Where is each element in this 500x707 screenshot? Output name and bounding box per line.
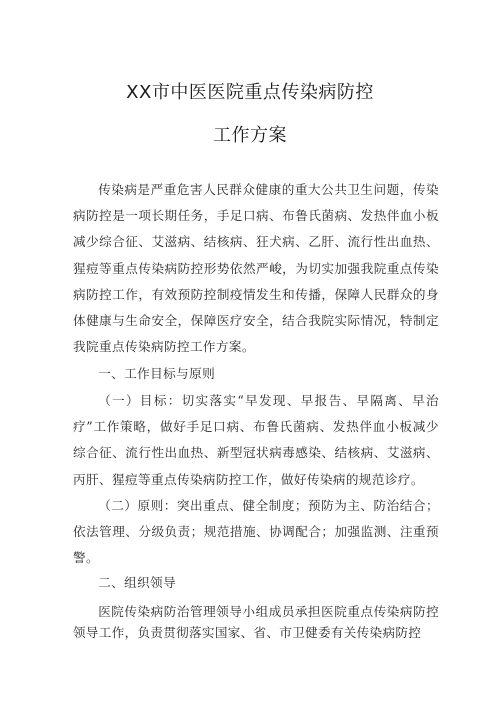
section2-body-paragraph: 医院传染病防治管理领导小组成员承担医院重点传染病防控领导工作，负责贯彻落实国家、省、市卫健委有关传染病防控 — [73, 604, 439, 640]
section1-heading: 一、工作目标与原则 — [98, 366, 216, 381]
section1-principle-paragraph: （二）原则：突出重点、健全制度；预防为主、防治结合；依法管理、分级负责；规范措施、协调配合；加强监测、注重预警。 — [73, 498, 439, 566]
section1-goal-paragraph: （一）目标：切实落实“早发现、早报告、早隔离、早治疗”工作策略，做好手足口病、布鲁氏菌病、发热伴血小板减少综合征、流行性出血热、新型冠状病毒感染、结核病、艾滋病、丙肝、猩痘等重点传染病防控工作，做好传染病的规范诊疗。 — [73, 393, 439, 487]
document-title-line1: XX市中医医院重点传染病防控 — [126, 82, 374, 103]
section2-heading: 二、组织领导 — [98, 575, 177, 590]
intro-paragraph: 传染病是严重危害人民群众健康的重大公共卫生问题，传染病防控是一项长期任务，手足口病、布鲁氏菌病、发热伴血小板减少综合征、艾滋病、结核病、狂犬病、乙肝、流行性出血热、猩痘等重点传染病防控形势依然严峻，为切实加强我院重点传染病防控工作，有效预防控制疫情发生和传播，保障人民群众的身体健康与生命安全，保障医疗安全，结合我院实际情况，特制定我院重点传染病防控工作方案。 — [73, 182, 439, 355]
document-title-line2: 工作方案 — [213, 125, 287, 146]
